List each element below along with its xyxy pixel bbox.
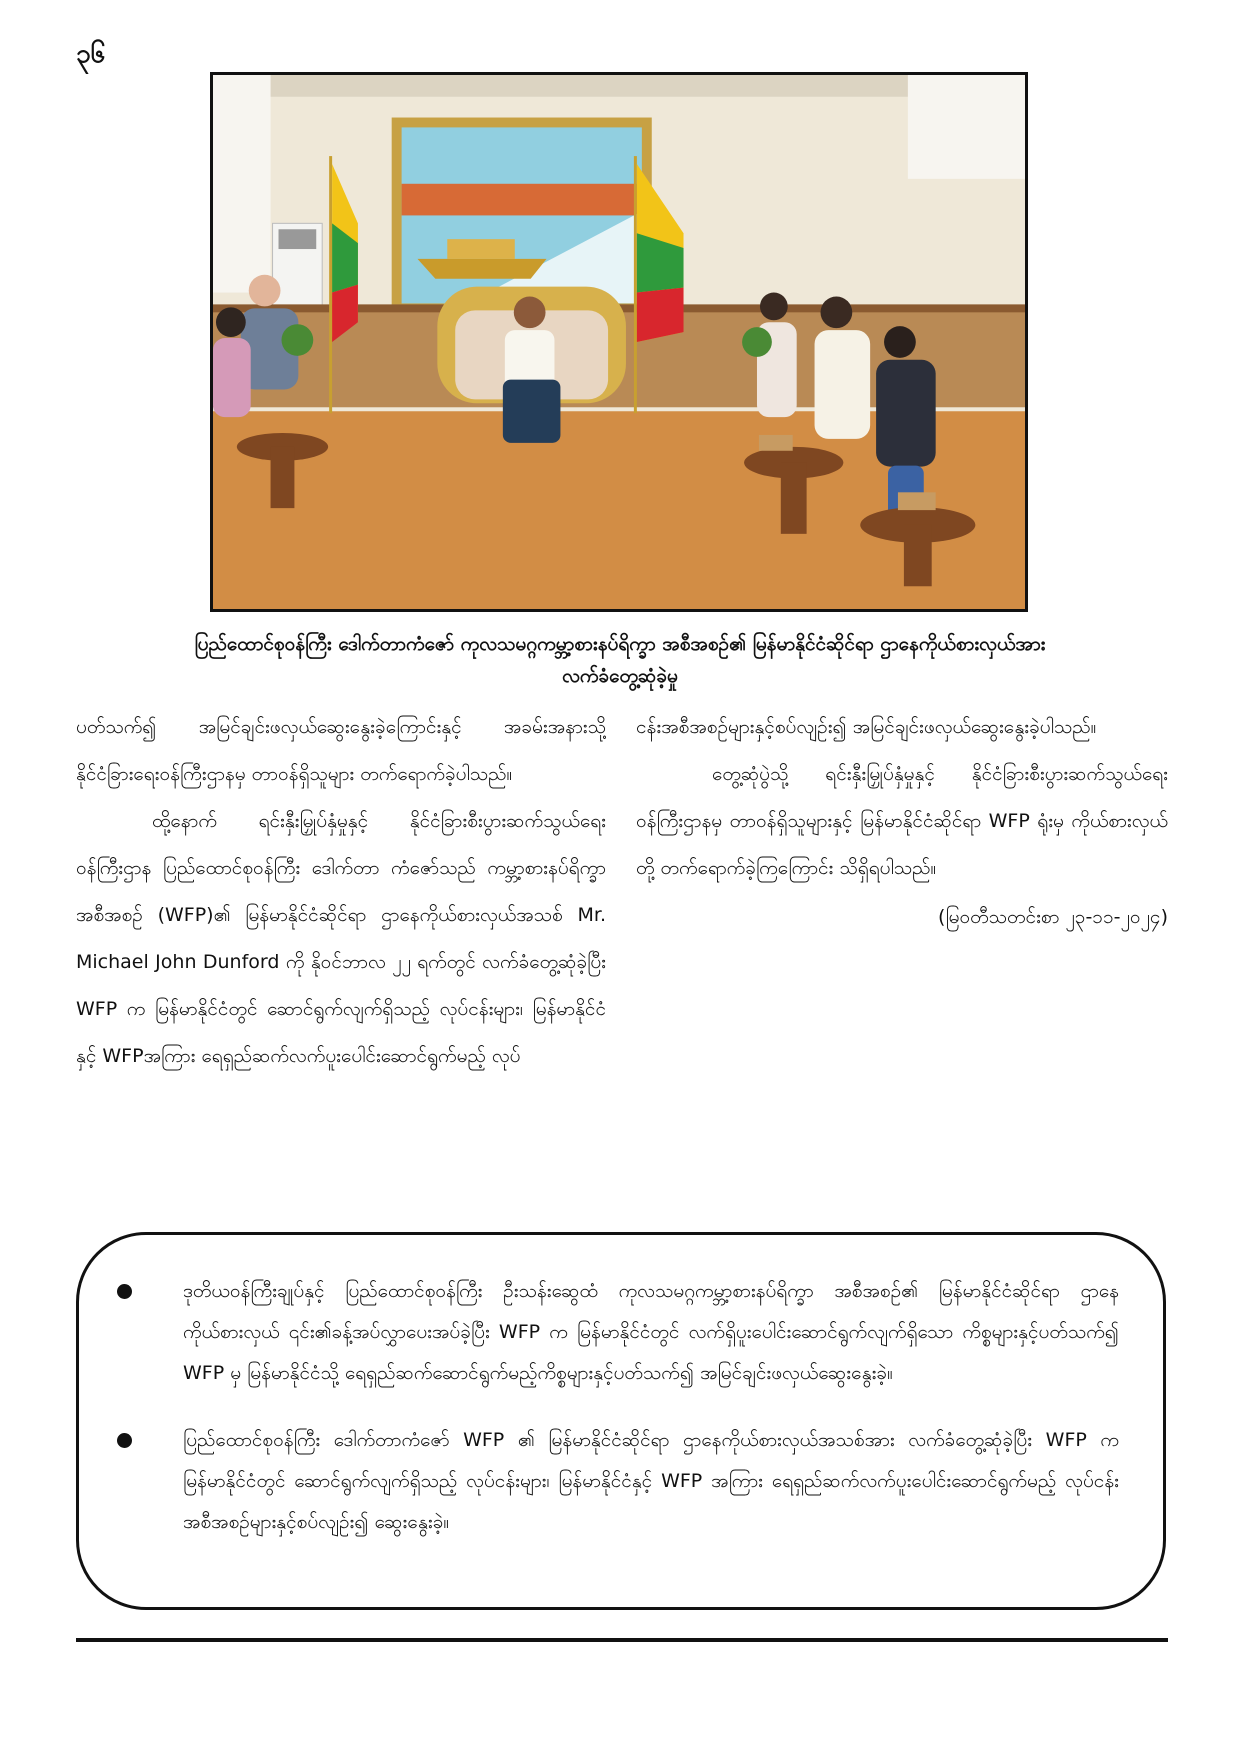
photo-caption — [100, 628, 1140, 692]
footer-rule — [76, 1638, 1168, 1642]
caption-line-2: လက်ခံတွေ့ဆုံခဲ့မှု — [562, 665, 678, 687]
right-curtain — [908, 75, 1025, 179]
article-paragraph: ငန်းအစီအစဉ်များနှင့်စပ်လျဉ်း၍ အမြင်ချင်းဖလှယ်ဆွေးနွေးခဲ့ပါသည်။ — [636, 716, 1097, 738]
summary-box — [76, 1232, 1166, 1610]
summary-text: ပြည်ထောင်စုဝန်ကြီး ဒေါက်တာကံဇော် WFP ၏ မြန်မာနိုင်ငံဆိုင်ရာ ဌာနေကိုယ်စားလှယ်အသစ်အား လက်ခံတွေ့ဆုံခဲ့ပြီး WFP က မြန်မာနိုင်ငံတွင် ဆောင်ရွက်လျက်ရှိသည့် လုပ်ငန်းများ၊ မြန်မာနိုင်ငံနှင့် WFP အကြား ရေရှည်ဆက်လက်ပူးပေါင်းဆောင်ရွက်မည့် လုပ်ငန်းအစီအစဉ်များနှင့်စပ်လျဉ်း၍ ဆွေးနွေးခဲ့။ — [183, 1429, 1119, 1533]
caption-line-1: ပြည်ထောင်စုဝန်ကြီး ဒေါက်တာကံဇော် ကုလသမဂ္ဂကမ္ဘာ့စားနပ်ရိက္ခာ အစီအစဉ်၏ မြန်မာနိုင်ငံဆိုင်ရာ ဌာနေကိုယ်စားလှယ်အား — [194, 633, 1046, 655]
meeting-photo — [210, 72, 1028, 612]
bullet-icon — [117, 1433, 132, 1448]
page-number: ၃၆ — [76, 39, 106, 69]
summary-item — [109, 1271, 1119, 1394]
left-curtain — [213, 75, 271, 293]
article-right-column — [636, 704, 1168, 941]
summary-item — [109, 1420, 1119, 1543]
summary-text: ဒုတိယဝန်ကြီးချုပ်နှင့် ပြည်ထောင်စုဝန်ကြီး ဦးသန်းဆွေထံ ကုလသမဂ္ဂကမ္ဘာ့စားနပ်ရိက္ခာ အစီအစဉ်၏ မြန်မာနိုင်ငံဆိုင်ရာ ဌာနေကိုယ်စားလှယ် ၎င်း၏ခန့်အပ်လွှာပေးအပ်ခဲ့ပြီး WFP က မြန်မာနိုင်ငံတွင် လက်ရှိပူးပေါင်းဆောင်ရွက်လျက်ရှိသော ကိစ္စများနှင့်ပတ်သက်၍ WFP မှ မြန်မာနိုင်ငံသို့ ရေရှည်ဆက်ဆောင်ရွက်မည့်ကိစ္စများနှင့်ပတ်သက်၍ အမြင်ချင်းဖလှယ်ဆွေးနွေးခဲ့။ — [183, 1280, 1119, 1384]
bullet-icon — [117, 1284, 132, 1299]
article-left-column — [76, 704, 606, 1080]
article-paragraph: တွေ့ဆုံပွဲသို့ ရင်းနှီးမြှုပ်နှံမှုနှင့် နိုင်ငံခြားစီးပွားဆက်သွယ်ရေးဝန်ကြီးဌာနမှ တာဝန်ရှိသူများနှင့် မြန်မာနိုင်ငံဆိုင်ရာ WFP ရုံးမှ ကိုယ်စားလှယ်တို့ တက်ရောက်ခဲ့ကြကြောင်း သိရှိရပါသည်။ — [636, 763, 1168, 879]
article-paragraph: ပတ်သက်၍ အမြင်ချင်းဖလှယ်ဆွေးနွေးခဲ့ကြောင်းနှင့် အခမ်းအနားသို့ နိုင်ငံခြားရေးဝန်ကြီးဌာနမှ တာဝန်ရှိသူများ တက်ရောက်ခဲ့ပါသည်။ — [76, 716, 606, 785]
meeting-photo-illustration — [213, 75, 1025, 609]
summary-list — [109, 1271, 1119, 1569]
article-source: (မြဝတီသတင်းစာ ၂၃-၁၁-၂၀၂၄) — [938, 906, 1168, 928]
article-paragraph: ထို့နောက် ရင်းနှီးမြှုပ်နှံမှုနှင့် နိုင်ငံခြားစီးပွားဆက်သွယ်ရေးဝန်ကြီးဌာန ပြည်ထောင်စုဝန်ကြီး ဒေါက်တာ ကံဇော်သည် ကမ္ဘာ့စားနပ်ရိက္ခာအစီအစဉ် (WFP)၏ မြန်မာနိုင်ငံဆိုင်ရာ ဌာနေကိုယ်စားလှယ်အသစ် Mr. Michael John Dunford ကို နိုဝင်ဘာလ ၂၂ ရက်တွင် လက်ခံတွေ့ဆုံခဲ့ပြီး WFP က မြန်မာနိုင်ငံတွင် ဆောင်ရွက်လျက်ရှိသည့် လုပ်ငန်းများ၊ မြန်မာနိုင်ငံနှင့် WFPအကြား ရေရှည်ဆက်လက်ပူးပေါင်းဆောင်ရွက်မည့် လုပ် — [76, 810, 606, 1067]
